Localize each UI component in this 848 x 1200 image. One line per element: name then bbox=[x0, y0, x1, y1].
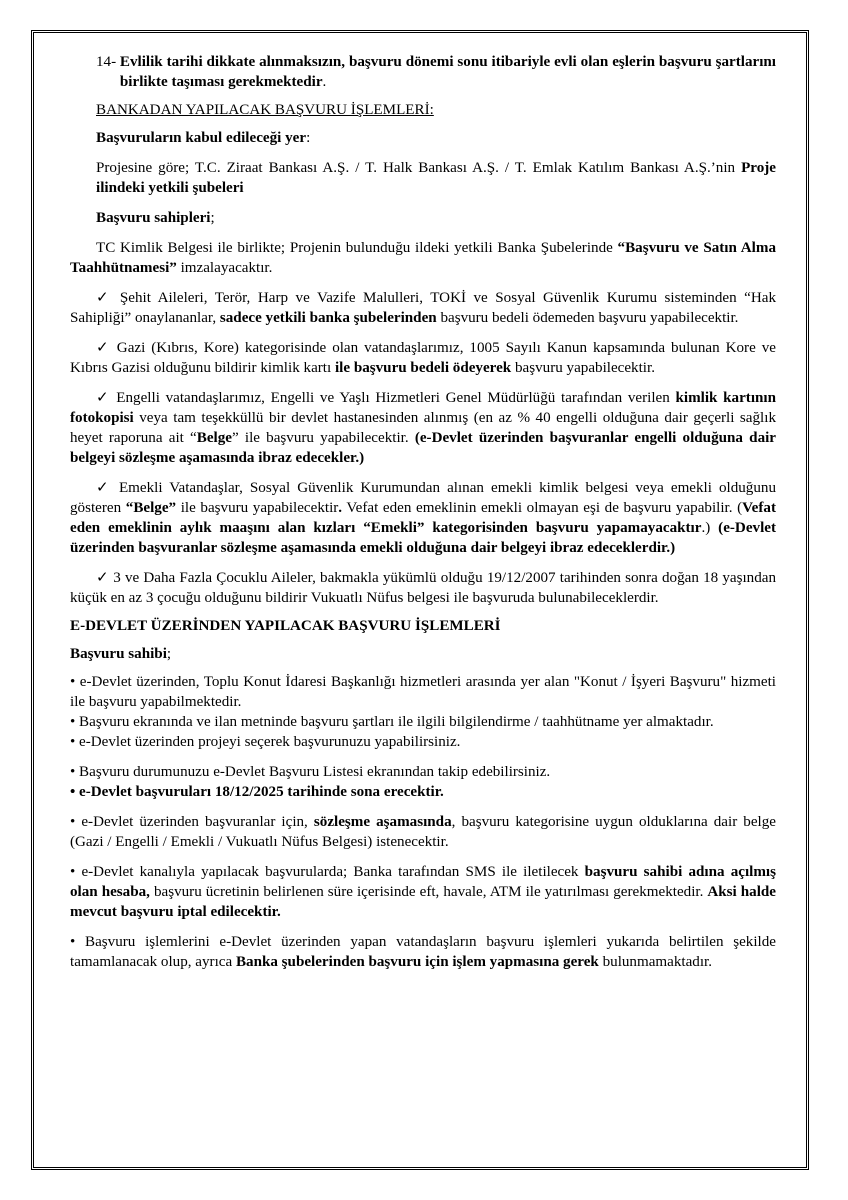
bullet-service: • e-Devlet üzerinden, Toplu Konut İdaresi Başkanlığı hizmetleri arasında yer alan "Konut / İşyeri Başvuru" hizmeti ile başvuru yapabilmektedir. bbox=[70, 674, 776, 710]
check-item-martyr-families: ✓ Şehit Aileleri, Terör, Harp ve Vazife Malulleri, TOKİ ve Sosyal Güvenlik Kurumu sisteminden “Hak Sahipliği” onaylananlar, sadece yetkili banka şubelerinden başvuru bedeli ödemeden başvuru yapabilecektir. bbox=[70, 290, 776, 326]
check-item-disabled: ✓ Engelli vatandaşlarımız, Engelli ve Yaşlı Hizmetleri Genel Müdürlüğü tarafından verilen kimlik kartının fotokopisi veya tam teşekküllü bir devlet hastanesinden alınmış (en az % 40 engelli olduğuna dair geçerli sağlık heyet raporuna ait “Belge” ile başvuru yapabilecektir. (e-Devlet üzerinden başvuranlar engelli olduğuna dair belgeyi sözleşme aşamasında ibraz edecekler.) bbox=[70, 390, 777, 466]
check-item-large-families: ✓ 3 ve Daha Fazla Çocuklu Aileler, bakmakla yükümlü olduğu 19/12/2007 tarihinden sonra doğan 18 yaşından küçük en az 3 çocuğu olduğunu bildirir Vukuatlı Nüfus belgesi ile başvuruda bulunabileceklerdir. bbox=[70, 570, 776, 606]
applicants-label: Başvuru sahipleri; bbox=[96, 210, 215, 226]
applicants-intro: TC Kimlik Belgesi ile birlikte; Projenin bulunduğu ildeki yetkili Banka Şubelerinde “Başvuru ve Satın Alma Taahhütnamesi” imzalayacaktır. bbox=[70, 240, 776, 276]
bullet-track-status: • Başvuru durumunuzu e-Devlet Başvuru Listesi ekranından takip edebilirsiniz. bbox=[70, 764, 551, 780]
bullet-select-project: • e-Devlet üzerinden projeyi seçerek başvurunuzu yapabilirsiniz. bbox=[70, 734, 461, 750]
edevlet-applicant-label: Başvuru sahibi; bbox=[70, 646, 172, 662]
bullet-no-branch-needed: • Başvuru işlemlerini e-Devlet üzerinden yapan vatandaşların başvuru işlemleri yukarıda belirtilen şekilde tamamlanacak olup, ayrıca Banka şubelerinden başvuru için işlem yapmasına gerek bulunmamaktadır. bbox=[70, 934, 776, 970]
bullet-deadline: • e-Devlet başvuruları 18/12/2025 tarihinde sona erecektir. bbox=[70, 784, 444, 800]
item-number: 14- bbox=[96, 54, 120, 70]
bullet-information: • Başvuru ekranında ve ilan metninde başvuru şartları ile ilgili bilgilendirme / taahhütname yer almaktadır. bbox=[70, 714, 714, 730]
check-item-veterans: ✓ Gazi (Kıbrıs, Kore) kategorisinde olan vatandaşlarımız, 1005 Sayılı Kanun kapsamında bulunan Kore ve Kıbrıs Gazisi olduğunu bildirir kimlik kartı ile başvuru bedeli ödeyerek başvuru yapabilecektir. bbox=[70, 340, 776, 376]
check-item-retired: ✓ Emekli Vatandaşlar, Sosyal Güvenlik Kurumundan alınan emekli kimlik belgesi veya emekli olduğunu gösteren “Belge” ile başvuru yapabilecektir. Vefat eden emeklinin emekli olmayan eşi de başvuru yapabilir. (Vefat eden emeklinin aylık maaşını alan kızları “Emekli” kategorisinden başvuru yapamayacaktır.) (e-Devlet üzerinden başvuranlar sözleşme aşamasında emekli olduğuna dair belgeyi ibraz edeceklerdir.) bbox=[70, 480, 776, 556]
bullet-documents: • e-Devlet üzerinden başvuranlar için, sözleşme aşamasında, başvuru kategorisine uygun olduklarına dair belge (Gazi / Engelli / Emekli / Vukuatlı Nüfus Belgesi) istenecektir. bbox=[70, 814, 776, 850]
bullet-payment: • e-Devlet kanalıyla yapılacak başvurularda; Banka tarafından SMS ile iletilecek başvuru sahibi adına açılmış olan hesaba, başvuru ücretinin belirlenen süre içerisinde eft, havale, ATM ile yatırılması gerekmektedir. Aksi halde mevcut başvuru iptal edilecektir. bbox=[70, 864, 776, 920]
list-item-14 bbox=[96, 52, 776, 92]
edevlet-section-heading: E-DEVLET ÜZERİNDEN YAPILACAK BAŞVURU İŞLEMLERİ bbox=[70, 618, 501, 634]
bank-section-heading: BANKADAN YAPILACAK BAŞVURU İŞLEMLERİ: bbox=[96, 102, 434, 118]
application-place-text: Projesine göre; T.C. Ziraat Bankası A.Ş. / T. Halk Bankası A.Ş. / T. Emlak Katılım Bankası A.Ş.’nin Proje ilindeki yetkili şubeleri bbox=[96, 160, 776, 196]
item-text: Evlilik tarihi dikkate alınmaksızın, başvuru dönemi sonu itibariyle evli olan eşlerin başvuru şartlarını birlikte taşıması gerekmektedir. bbox=[119, 54, 776, 90]
application-place-label: Başvuruların kabul edileceği yer: bbox=[96, 130, 311, 146]
document-body bbox=[70, 52, 776, 972]
